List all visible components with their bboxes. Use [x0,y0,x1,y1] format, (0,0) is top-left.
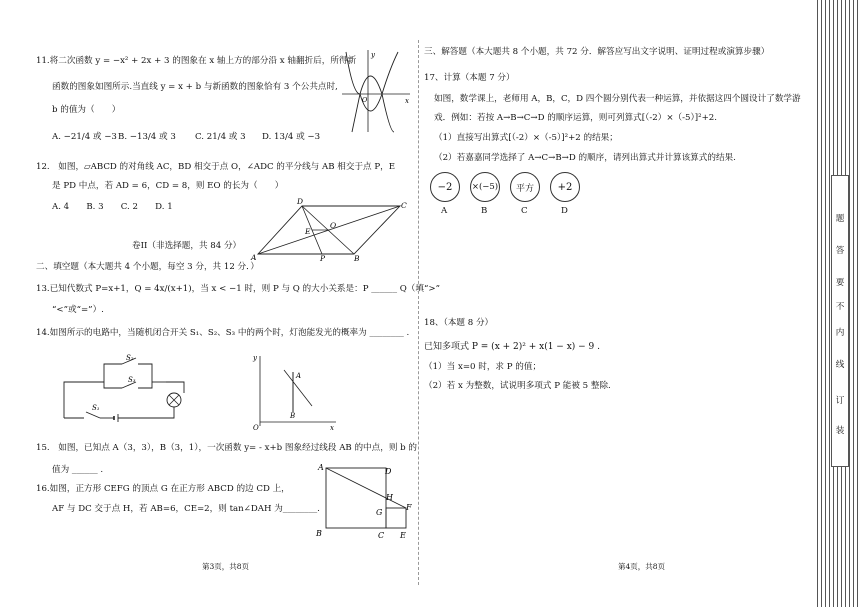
q11-line2: 函数的图象如图所示.当直线 y = x + b 与新函数的图象恰有 3 个公共点时, [52,82,338,92]
q14-graph-x-label: x [330,424,334,432]
q17-circle-a: −2 [430,172,460,202]
q17-circle-d: +2 [550,172,580,202]
q11-line3: b 的值为（ ） [52,105,121,115]
q18-title: 18、（本题 8 分） [424,318,494,328]
q16-line1: 16.如图，正方形 CEFG 的顶点 G 在正方形 ABCD 的边 CD 上， [36,484,290,494]
q14-s2-label: S₂ [126,354,134,362]
q16-label-b: B [316,529,322,538]
q12-line1: 12. 如图，▱ABCD 的对角线 AC，BD 相交于点 O，∠ADC 的平分线与 AB 相交于点 P，E [36,162,396,172]
q13-line2: “<”或“=”）. [52,305,104,315]
q17-sub2: （2）若嘉嘉同学选择了 A→C→B→D 的顺序，请列出算式并计算该算式的结果. [434,153,736,163]
q11-graph-x-label: x [405,97,409,105]
q12-options: A. 4 B. 3 C. 2 D. 1 [52,202,173,212]
q14-s1-label: S₁ [92,404,100,412]
binding-seal-box [831,175,849,467]
q17-line1: 如图，数学课上，老师用 A，B，C，D 四个圆分别代表一种运算，并依据这四个圆设计了数学游 [434,94,801,104]
binding-char-1: 题 [835,214,845,224]
q16-label-c: C [378,531,385,540]
q17-circle-c-label: C [521,206,528,216]
q17-circle-b: ×(−5) [470,172,500,202]
q18-sub2: （2）若 x 为整数，试说明多项式 P 能被 5 整除. [424,381,611,391]
q16-label-d: D [385,467,392,476]
q12-label-b: B [354,254,360,262]
q14-graph-y-label: y [253,354,257,362]
q16-squares-figure [312,460,414,542]
q11-graph-o-label: O [362,96,368,104]
q16-label-f: F [406,503,412,512]
q17-sub1: （1）直接写出算式[（-2）×（-5）]²+2 的结果； [434,133,618,143]
q18-sub1: （1）当 x=0 时，求 P 的值； [424,362,542,372]
q18-line1: 已知多项式 P = (x + 2)² + x(1 − x) − 9 . [424,342,601,352]
q14-graph-o-label: O [253,424,259,432]
q11-graph-y-label: y [371,51,375,59]
binding-char-4: 不 [835,302,845,312]
q17-circle-c: 平方 [510,172,540,202]
q12-label-c: C [401,201,407,210]
q12-line2: 是 PD 中点，若 AD = 6，CD = 8，则 EO 的长为（ ） [52,181,284,191]
q11-option-a: A. −21/4 或 −3 [52,132,117,142]
page-divider [418,40,419,585]
q12-label-p: P [320,254,326,262]
q16-label-a: A [318,463,324,472]
q17-circle-d-label: D [561,206,568,216]
q14-line1: 14.如图所示的电路中，当随机闭合开关 S₁、S₂、S₃ 中的两个时，灯泡能发光的概率为 ________ . [36,328,410,338]
q16-label-e: E [400,531,406,540]
right-footer-page-number: 第4页，共8页 [618,562,666,571]
q13-line1: 13.已知代数式 P=x+1，Q = 4x/(x+1)，当 x < −1 时，则 P 与 Q 的大小关系是：P ______ Q（填“>” [36,284,440,294]
q14-graph-a-label: A [296,372,302,380]
binding-char-6: 线 [835,360,845,370]
q14-coordinate-figure [250,352,340,432]
binding-char-2: 答 [835,246,845,256]
q12-parallelogram-figure [250,194,410,262]
q11-parabola-figure [340,48,412,134]
section2-title: 卷II（非选择题，共 84 分） [132,241,242,251]
binding-char-7: 订 [835,396,845,406]
q16-label-h: H [386,493,393,502]
q11-option-b: B. −13/4 或 3 [118,132,176,142]
q12-label-d: D [297,197,304,206]
q17-circle-a-label: A [441,206,448,216]
left-footer-page-number: 第3页，共8页 [202,562,250,571]
q12-label-e: E [305,227,311,236]
q12-label-a: A [251,253,257,262]
q15-line2: 值为 ______ . [52,465,104,475]
binding-char-8: 装 [835,426,845,436]
q17-circle-b-label: B [481,206,488,216]
q17-title: 17、计算（本题 7 分） [424,73,515,83]
q11-option-c: C. 21/4 或 3 [195,132,246,142]
q11-line1: 11.将二次函数 y = −x² + 2x + 3 的图象在 x 轴上方的部分沿 x 轴翻折后，所得新 [36,56,357,66]
q11-option-d: D. 13/4 或 −3 [262,132,321,142]
section3-title: 三、解答题（本大题共 8 个小题，共 72 分．解答应写出文字说明、证明过程或演算步骤） [424,47,770,57]
q14-graph-b-label: B [290,412,296,420]
binding-char-3: 要 [835,278,845,288]
fill-section-title: 二、填空题（本大题共 4 个小题，每空 3 分，共 12 分．） [36,262,260,272]
binding-char-5: 内 [835,328,845,338]
q17-line2: 戏．例如：若按 A→B→C→D 的顺序运算，则可列算式[（-2）×（-5）]²+2. [434,113,718,123]
q16-label-g: G [376,508,383,517]
q15-line1: 15. 如图，已知点 A（3，3），B（3，1），一次函数 y= - x+b 图象经过线段 AB 的中点，则 b 的 [36,443,417,453]
q14-s3-label: S₃ [128,376,136,384]
q12-label-o: O [330,221,337,230]
q16-line2: AF 与 DC 交于点 H，若 AB=6，CE=2，则 tan∠DAH 为________. [52,504,320,514]
q14-circuit-figure [56,352,196,424]
